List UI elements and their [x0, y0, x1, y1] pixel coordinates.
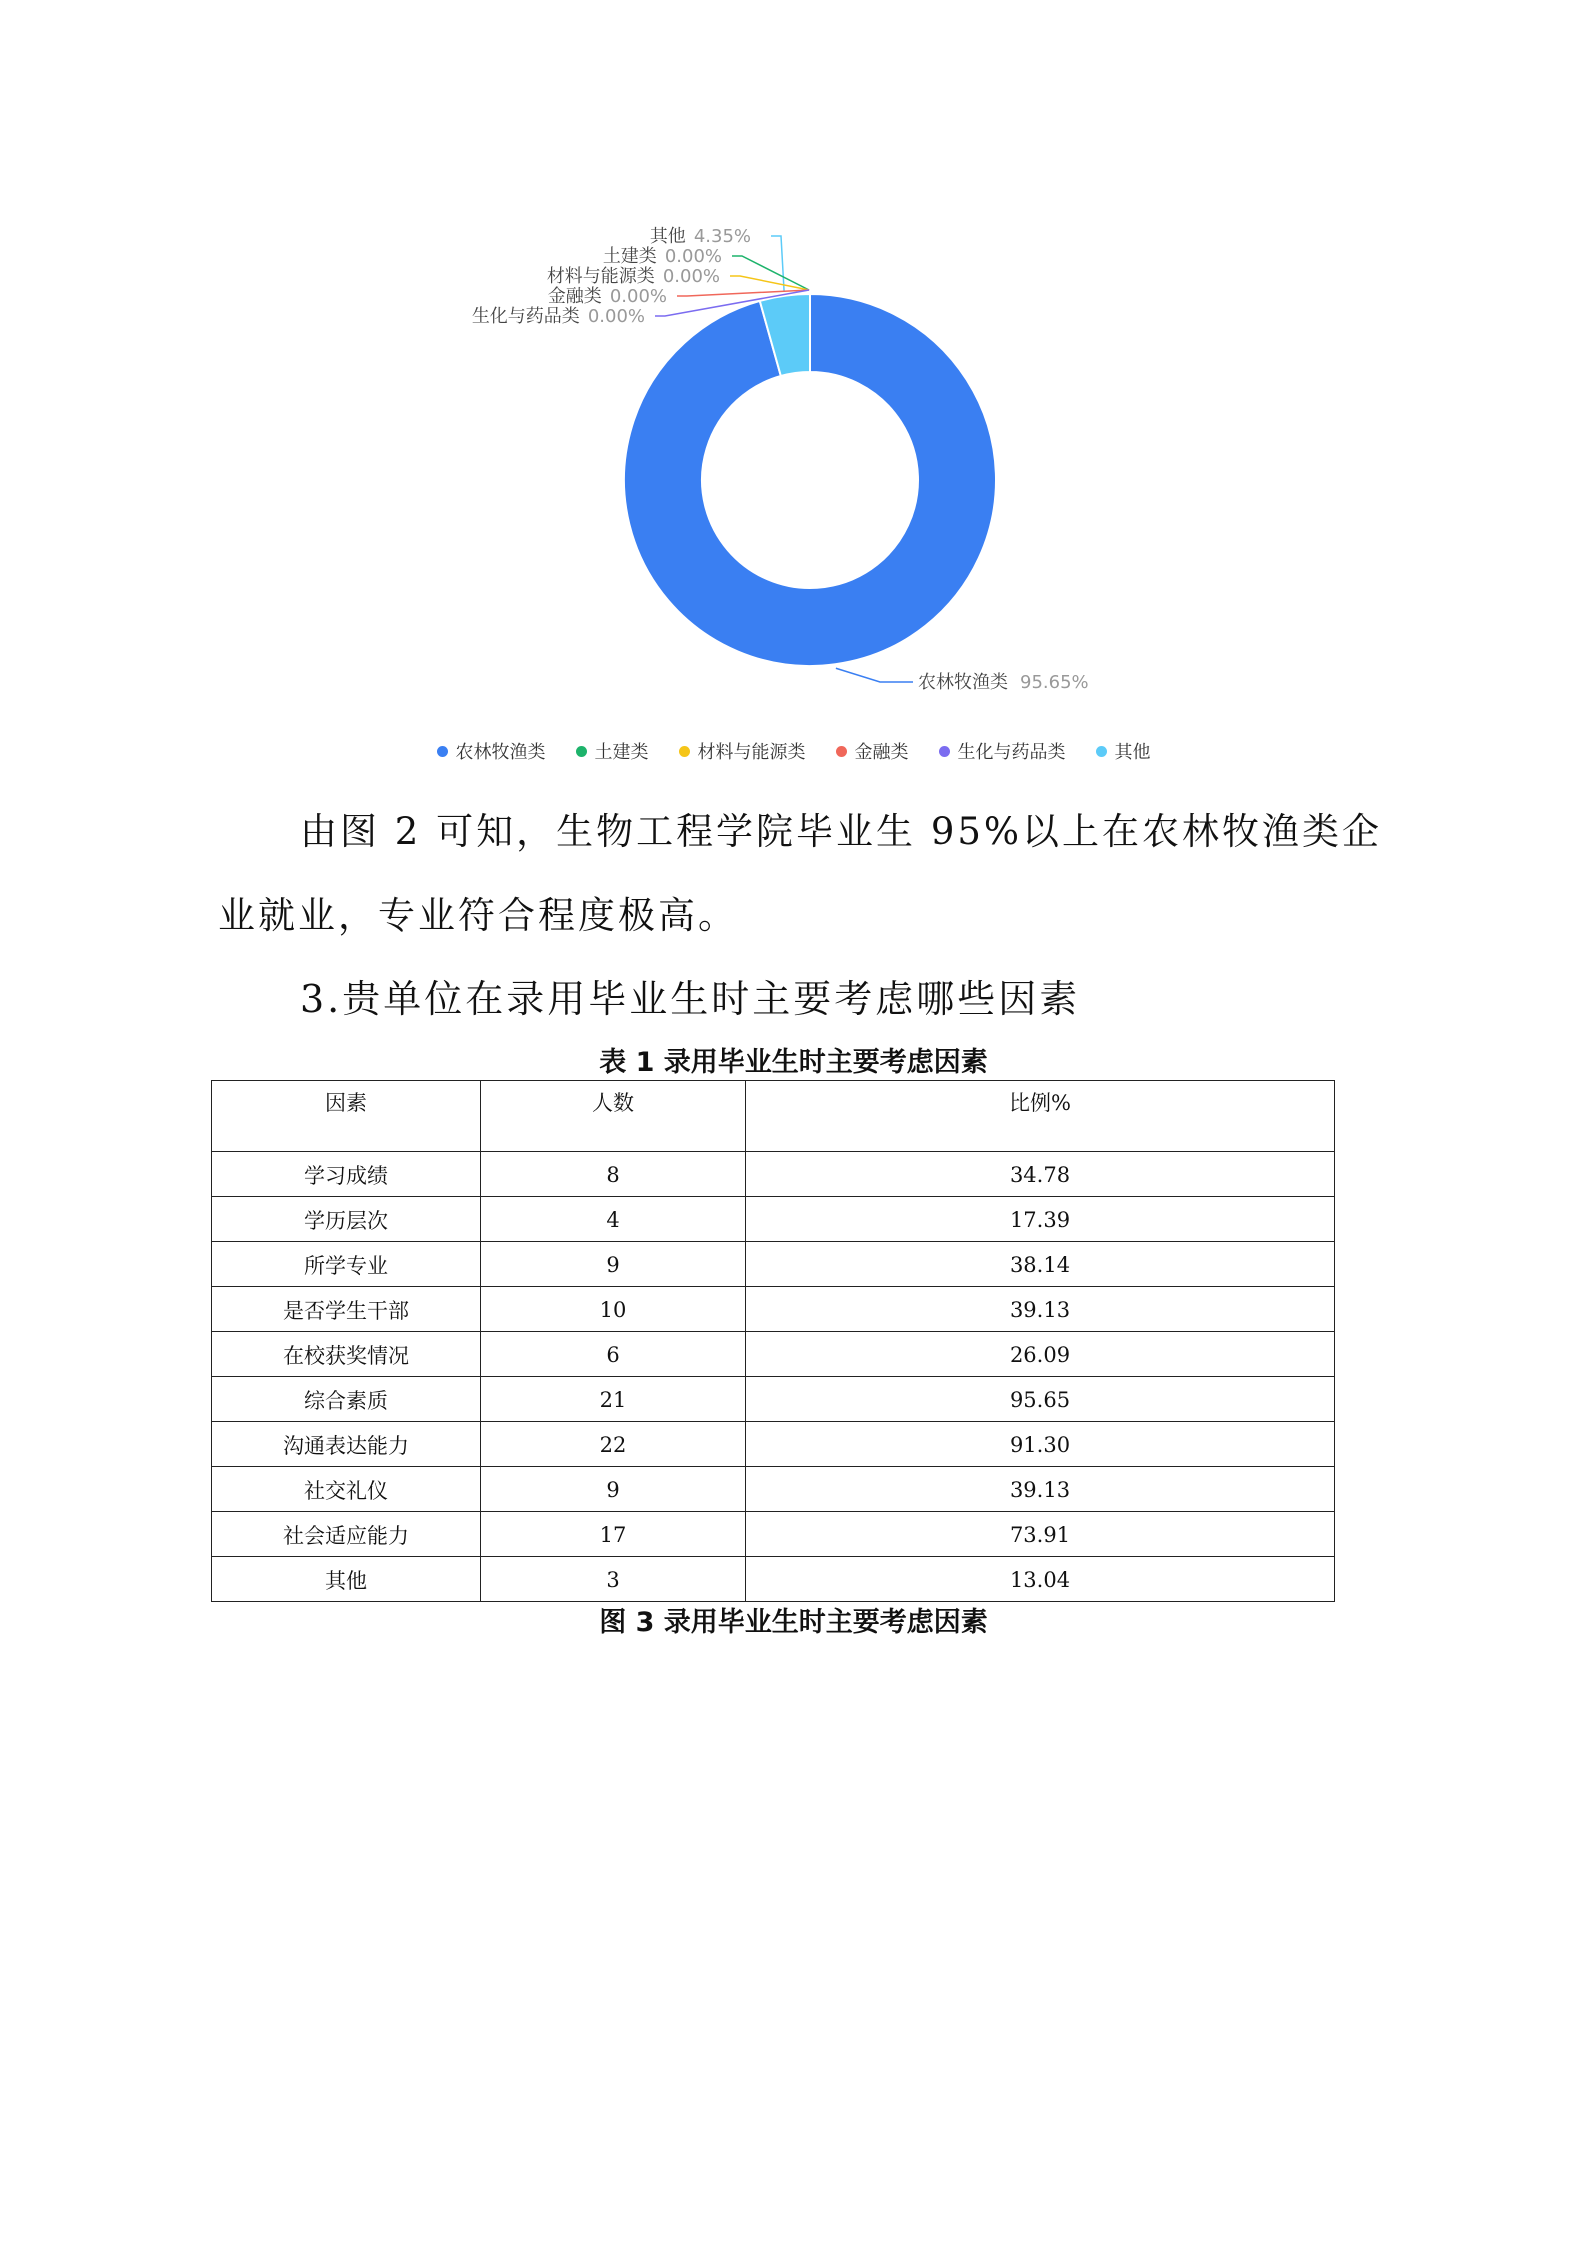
cell-count: 8	[481, 1152, 746, 1197]
table-row	[212, 1287, 1335, 1332]
slice-name-label: 材料与能源类	[546, 266, 655, 287]
cell-factor: 沟通表达能力	[212, 1422, 481, 1467]
legend-swatch	[679, 746, 690, 757]
cell-ratio: 34.78	[746, 1152, 1335, 1197]
table-row	[212, 1332, 1335, 1377]
legend-swatch	[576, 746, 587, 757]
label-leader-line	[730, 276, 809, 290]
cell-count: 4	[481, 1197, 746, 1242]
slice-value-label: 4.35%	[693, 226, 751, 247]
figure-caption: 图 3 录用毕业生时主要考虑因素	[599, 1607, 988, 1638]
slice-name-label: 生化与药品类	[471, 306, 580, 327]
cell-factor: 所学专业	[212, 1242, 481, 1287]
cell-count: 6	[481, 1332, 746, 1377]
label-leader-line	[836, 668, 913, 682]
cell-factor: 在校获奖情况	[212, 1332, 481, 1377]
legend-label: 农林牧渔类	[455, 742, 546, 763]
chart-legend	[0, 738, 1587, 764]
cell-ratio: 13.04	[746, 1557, 1335, 1602]
slice-name-label: 其他	[649, 226, 686, 247]
cell-factor: 学历层次	[212, 1197, 481, 1242]
cell-ratio: 17.39	[746, 1197, 1335, 1242]
table-caption: 表 1 录用毕业生时主要考虑因素	[599, 1047, 988, 1078]
cell-count: 9	[481, 1467, 746, 1512]
legend-swatch	[939, 746, 950, 757]
cell-factor: 是否学生干部	[212, 1287, 481, 1332]
header-factor: 因素	[212, 1081, 481, 1152]
legend-label: 其他	[1114, 742, 1151, 763]
legend-swatch	[437, 746, 448, 757]
label-leader-line	[732, 256, 809, 290]
body-paragraph: 由图 2 可知，生物工程学院毕业生 95%以上在农林牧渔类企业就业，专业符合程度极高。	[218, 810, 1383, 937]
legend-item[interactable]	[576, 738, 649, 764]
table-row	[212, 1377, 1335, 1422]
legend-label: 土建类	[594, 742, 649, 763]
legend-item[interactable]	[679, 738, 806, 764]
table-row	[212, 1467, 1335, 1512]
slice-name-label: 土建类	[602, 246, 657, 267]
slice-value-label: 0.00%	[609, 286, 667, 307]
legend-item[interactable]	[1096, 738, 1151, 764]
table-row	[212, 1422, 1335, 1467]
cell-factor: 社会适应能力	[212, 1512, 481, 1557]
cell-count: 17	[481, 1512, 746, 1557]
cell-ratio: 91.30	[746, 1422, 1335, 1467]
header-count: 人数	[481, 1081, 746, 1152]
table-header-row	[212, 1081, 1335, 1152]
slice-name-label: 金融类	[547, 286, 602, 307]
legend-swatch	[836, 746, 847, 757]
legend-item[interactable]	[836, 738, 909, 764]
cell-count: 21	[481, 1377, 746, 1422]
slice-name-label: 农林牧渔类	[918, 672, 1008, 693]
table-row	[212, 1197, 1335, 1242]
cell-ratio: 73.91	[746, 1512, 1335, 1557]
legend-item[interactable]	[939, 738, 1066, 764]
cell-ratio: 26.09	[746, 1332, 1335, 1377]
legend-item[interactable]	[437, 738, 546, 764]
table-row	[212, 1152, 1335, 1197]
donut-chart	[0, 180, 1587, 720]
cell-count: 10	[481, 1287, 746, 1332]
cell-factor: 综合素质	[212, 1377, 481, 1422]
table-row	[212, 1557, 1335, 1602]
factors-table	[211, 1080, 1335, 1602]
legend-label: 材料与能源类	[697, 742, 806, 763]
cell-count: 22	[481, 1422, 746, 1467]
table-row	[212, 1512, 1335, 1557]
cell-ratio: 39.13	[746, 1287, 1335, 1332]
cell-ratio: 39.13	[746, 1467, 1335, 1512]
legend-label: 金融类	[854, 742, 909, 763]
cell-factor: 其他	[212, 1557, 481, 1602]
cell-factor: 学习成绩	[212, 1152, 481, 1197]
slice-value-label: 95.65%	[1020, 672, 1089, 693]
cell-count: 3	[481, 1557, 746, 1602]
legend-label: 生化与药品类	[957, 742, 1066, 763]
slice-value-label: 0.00%	[587, 306, 645, 327]
cell-ratio: 95.65	[746, 1377, 1335, 1422]
cell-count: 9	[481, 1242, 746, 1287]
cell-ratio: 38.14	[746, 1242, 1335, 1287]
section-heading: 3.贵单位在录用毕业生时主要考虑哪些因素	[300, 977, 1081, 1021]
table-row	[212, 1242, 1335, 1287]
slice-value-label: 0.00%	[664, 246, 722, 267]
cell-factor: 社交礼仪	[212, 1467, 481, 1512]
slice-value-label: 0.00%	[662, 266, 720, 287]
legend-swatch	[1096, 746, 1107, 757]
header-ratio: 比例%	[746, 1081, 1335, 1152]
